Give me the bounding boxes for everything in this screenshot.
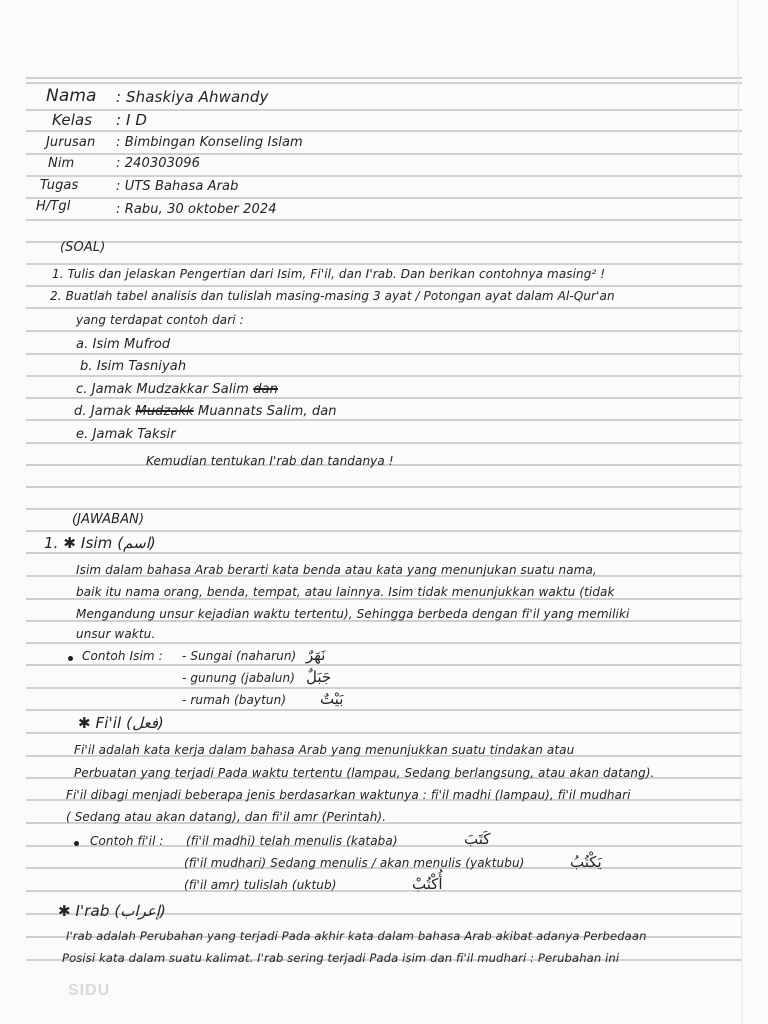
nim-value: : 240303096	[116, 156, 201, 171]
soal-option-d-strike: Mudzakk	[135, 404, 194, 419]
contoh-isim-2: - gunung (jabalun)	[182, 671, 295, 685]
contoh-fiil-2: (fi'il mudhari) Sedang menulis / akan menulis (yaktubu)	[184, 856, 525, 870]
isim-title: 1. ✱ Isim (اسم)	[44, 534, 156, 552]
fiil-paragraph-line-2: Perbuatan yang terjadi Pada waktu tertentu (lampau, Sedang berlangsung, atau akan datang).	[74, 766, 655, 780]
soal-heading: (SOAL)	[60, 240, 106, 255]
contoh-isim-3-arabic: بَيْتٌ	[320, 690, 344, 708]
contoh-fiil-1: (fi'il madhi) telah menulis (kataba)	[186, 834, 398, 848]
fiil-paragraph-line-4: ( Sedang atau akan datang), dan fi'il amr (Perintah).	[66, 810, 387, 824]
contoh-fiil-1-arabic: كَتَبَ	[464, 830, 491, 848]
nama-value: : Shaskiya Ahwandy	[116, 88, 269, 106]
jurusan-label: Jurusan	[46, 135, 96, 150]
isim-paragraph-line-1: Isim dalam bahasa Arab berarti kata benda atau kata yang menunjukan suatu nama,	[76, 563, 597, 577]
nim-label: Nim	[48, 156, 75, 171]
soal-option-d-pre: d. Jamak	[74, 404, 132, 419]
fiil-paragraph-line-1: Fi'il adalah kata kerja dalam bahasa Arab yang menunjukkan suatu tindakan atau	[74, 743, 575, 757]
soal-option-d	[74, 404, 337, 419]
irab-paragraph-line-2: Posisi kata dalam suatu kalimat. I'rab sering terjadi Pada isim dan fi'il mudhari : Perubahan ini	[62, 951, 620, 965]
soal-option-c-text: c. Jamak Mudzakkar Salim	[76, 382, 250, 397]
soal-question-1: 1. Tulis dan jelaskan Pengertian dari Isim, Fi'il, dan I'rab. Dan berikan contohnya masing² !	[52, 267, 606, 281]
hari-tanggal-label: H/Tgl	[36, 199, 71, 214]
jawaban-heading: (JAWABAN)	[72, 512, 145, 527]
soal-closing: Kemudian tentukan I'rab dan tandanya !	[146, 454, 394, 468]
soal-question-2-line-1: 2. Buatlah tabel analisis dan tulislah masing-masing 3 ayat / Potongan ayat dalam Al-Qur'an	[50, 289, 615, 303]
soal-option-b: b. Isim Tasniyah	[80, 359, 187, 374]
kelas-value: : I D	[116, 111, 148, 129]
contoh-fiil-label: Contoh fi'il :	[90, 834, 164, 848]
soal-option-d-post: Muannats Salim, dan	[198, 404, 337, 419]
soal-option-a: a. Isim Mufrod	[76, 337, 171, 352]
tugas-label: Tugas	[40, 178, 79, 193]
isim-paragraph-line-3: Mengandung unsur kejadian waktu tertentu), Sehingga berbeda dengan fi'il yang memiliki	[76, 607, 630, 621]
contoh-isim-label: Contoh Isim :	[82, 649, 163, 663]
hari-tanggal-value: : Rabu, 30 oktober 2024	[116, 202, 277, 217]
nama-label: Nama	[46, 86, 97, 106]
bullet-dot	[68, 656, 73, 661]
irab-title: ✱ I'rab (إعراب)	[58, 902, 166, 920]
fiil-title: ✱ Fi'il (فعل)	[78, 714, 164, 732]
isim-paragraph-line-4: unsur waktu.	[76, 627, 156, 641]
jurusan-value: : Bimbingan Konseling Islam	[116, 135, 303, 150]
kelas-label: Kelas	[52, 111, 93, 129]
contoh-isim-2-arabic: جَبَلٌ	[306, 668, 332, 686]
soal-option-e: e. Jamak Taksir	[76, 427, 176, 442]
contoh-isim-1: - Sungai (naharun)	[182, 649, 297, 663]
irab-paragraph-line-1: I'rab adalah Perubahan yang terjadi Pada akhir kata dalam bahasa Arab akibat adanya Perbedaan	[66, 929, 647, 943]
contoh-fiil-3-arabic: أُكْتُبْ	[412, 875, 443, 893]
contoh-fiil-3: (fi'il amr) tulislah (uktub)	[184, 878, 337, 892]
contoh-isim-3: - rumah (baytun)	[182, 693, 287, 707]
contoh-isim-1-arabic: نَهَرٌ	[306, 646, 326, 664]
bullet-dot	[74, 841, 79, 846]
fiil-paragraph-line-3: Fi'il dibagi menjadi beberapa jenis berdasarkan waktunya : fi'il madhi (lampau), fi'il mudhari	[66, 788, 631, 802]
tugas-value: : UTS Bahasa Arab	[116, 179, 239, 194]
soal-option-c-strike: dan	[253, 382, 279, 397]
contoh-fiil-2-arabic: يَكْتُبُ	[570, 853, 602, 871]
isim-paragraph-line-2: baik itu nama orang, benda, tempat, atau lainnya. Isim tidak menunjukkan waktu (tidak	[76, 585, 615, 599]
watermark: SIDU	[68, 982, 111, 999]
soal-option-c	[76, 382, 278, 397]
soal-question-2-line-2: yang terdapat contoh dari :	[76, 313, 244, 327]
